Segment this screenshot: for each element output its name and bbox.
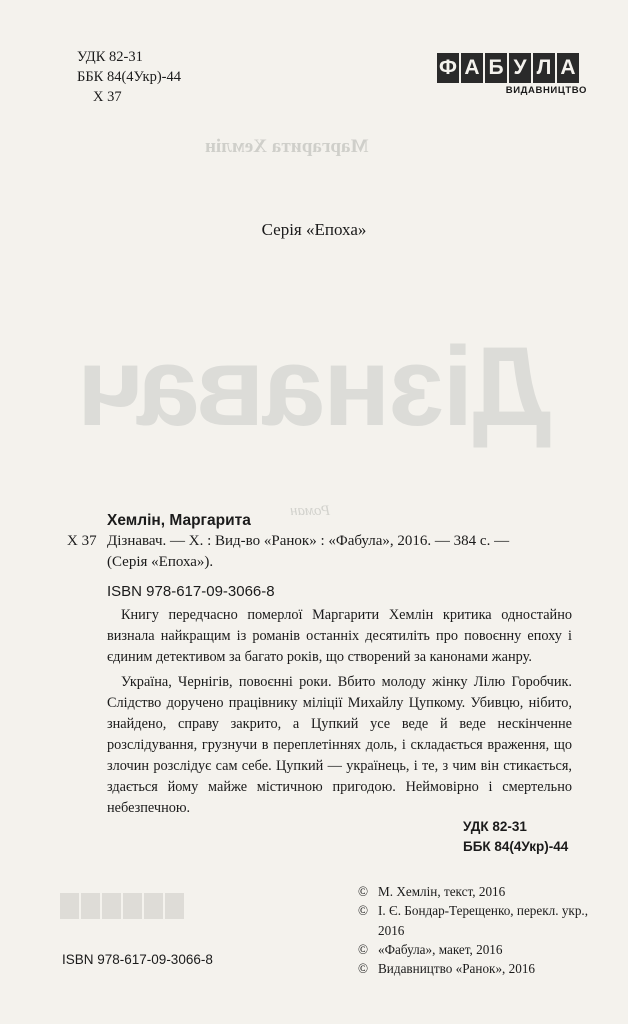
logo-letter: А bbox=[461, 53, 483, 83]
logo-subtitle: ВИДАВНИЦТВО bbox=[505, 85, 587, 96]
copyright-icon: © bbox=[358, 903, 369, 919]
author-mark: Х 37 bbox=[93, 89, 122, 105]
ghost-genre: Роман bbox=[290, 503, 331, 519]
copyright-text: Видавництво «Ранок», 2016 bbox=[378, 961, 536, 977]
copyright-block bbox=[358, 882, 598, 978]
copyright-line bbox=[358, 882, 598, 901]
annotation-paragraph-2: Україна, Чернігів, повоєнні роки. Вбито молоду жінку Лілю Горобчик. Слідство доручено працівнику міліції Михайлу Цупкому. Убивцю, нібито, знайдено, справу закрито, а Цупкий усе веде й веде нескінченне розслідування, грузнучи в переплетіннях доль, і складається враження, що злочин розслідує сам себе. Цупкий — українець, і те, з чим він стикається, здається йому майже містичною пригодою. Неймовірно і смертельно небезпечною. bbox=[107, 674, 572, 816]
ghost-logo bbox=[60, 893, 210, 941]
copyright-line bbox=[358, 901, 598, 940]
logo-letter: Б bbox=[485, 53, 507, 83]
udk-code-bottom: УДК 82-31 bbox=[463, 819, 527, 834]
header-codes bbox=[77, 47, 181, 107]
catalog-entry bbox=[67, 510, 572, 819]
bbk-code: ББК 84(4Укр)-44 bbox=[77, 69, 181, 85]
logo-letter: Ф bbox=[437, 53, 459, 83]
copyright-icon: © bbox=[358, 961, 369, 977]
description-line-2: (Серія «Епоха»). bbox=[107, 554, 214, 570]
catalog-description bbox=[67, 531, 572, 552]
copyright-line bbox=[358, 959, 598, 978]
ghost-author: Маргарита Хемлін bbox=[205, 136, 369, 157]
bbk-code-bottom: ББК 84(4Укр)-44 bbox=[463, 839, 569, 854]
description-line-1: Дізнавач. — Х. : Вид-во «Ранок» : «Фабула», 2016. — 384 с. — bbox=[107, 533, 510, 549]
catalog-author: Хемлін, Маргарита bbox=[107, 512, 251, 529]
publisher-logo bbox=[437, 53, 587, 96]
copyright-text: І. Є. Бондар-Терещенко, перекл. укр., 2016 bbox=[378, 903, 589, 938]
copyright-text: М. Хемлін, текст, 2016 bbox=[378, 884, 506, 899]
bottom-codes bbox=[463, 817, 568, 857]
series-title: Серія «Епоха» bbox=[261, 220, 367, 239]
logo-letter: А bbox=[557, 53, 579, 83]
annotation-paragraph-1: Книгу передчасно померлої Маргарити Хемлін критика одностайно визнала найкращим із романів останніх десятиліть про повоєнну епоху і єдиним детективом за багато років, що створений за канонами жанру. bbox=[107, 607, 572, 665]
ghost-title: Дізнавач bbox=[78, 324, 552, 449]
logo-letter: Л bbox=[533, 53, 555, 83]
copyright-icon: © bbox=[358, 941, 369, 957]
isbn-bottom: ISBN 978-617-09-3066-8 bbox=[62, 952, 213, 967]
copyright-text: «Фабула», макет, 2016 bbox=[378, 941, 503, 957]
annotation bbox=[67, 605, 572, 819]
copyright-icon: © bbox=[358, 884, 369, 899]
udk-code: УДК 82-31 bbox=[77, 49, 143, 65]
catalog-code: Х 37 bbox=[67, 533, 97, 549]
catalog-isbn: ISBN 978-617-09-3066-8 bbox=[107, 583, 275, 600]
copyright-line bbox=[358, 940, 598, 959]
logo-letter: У bbox=[509, 53, 531, 83]
